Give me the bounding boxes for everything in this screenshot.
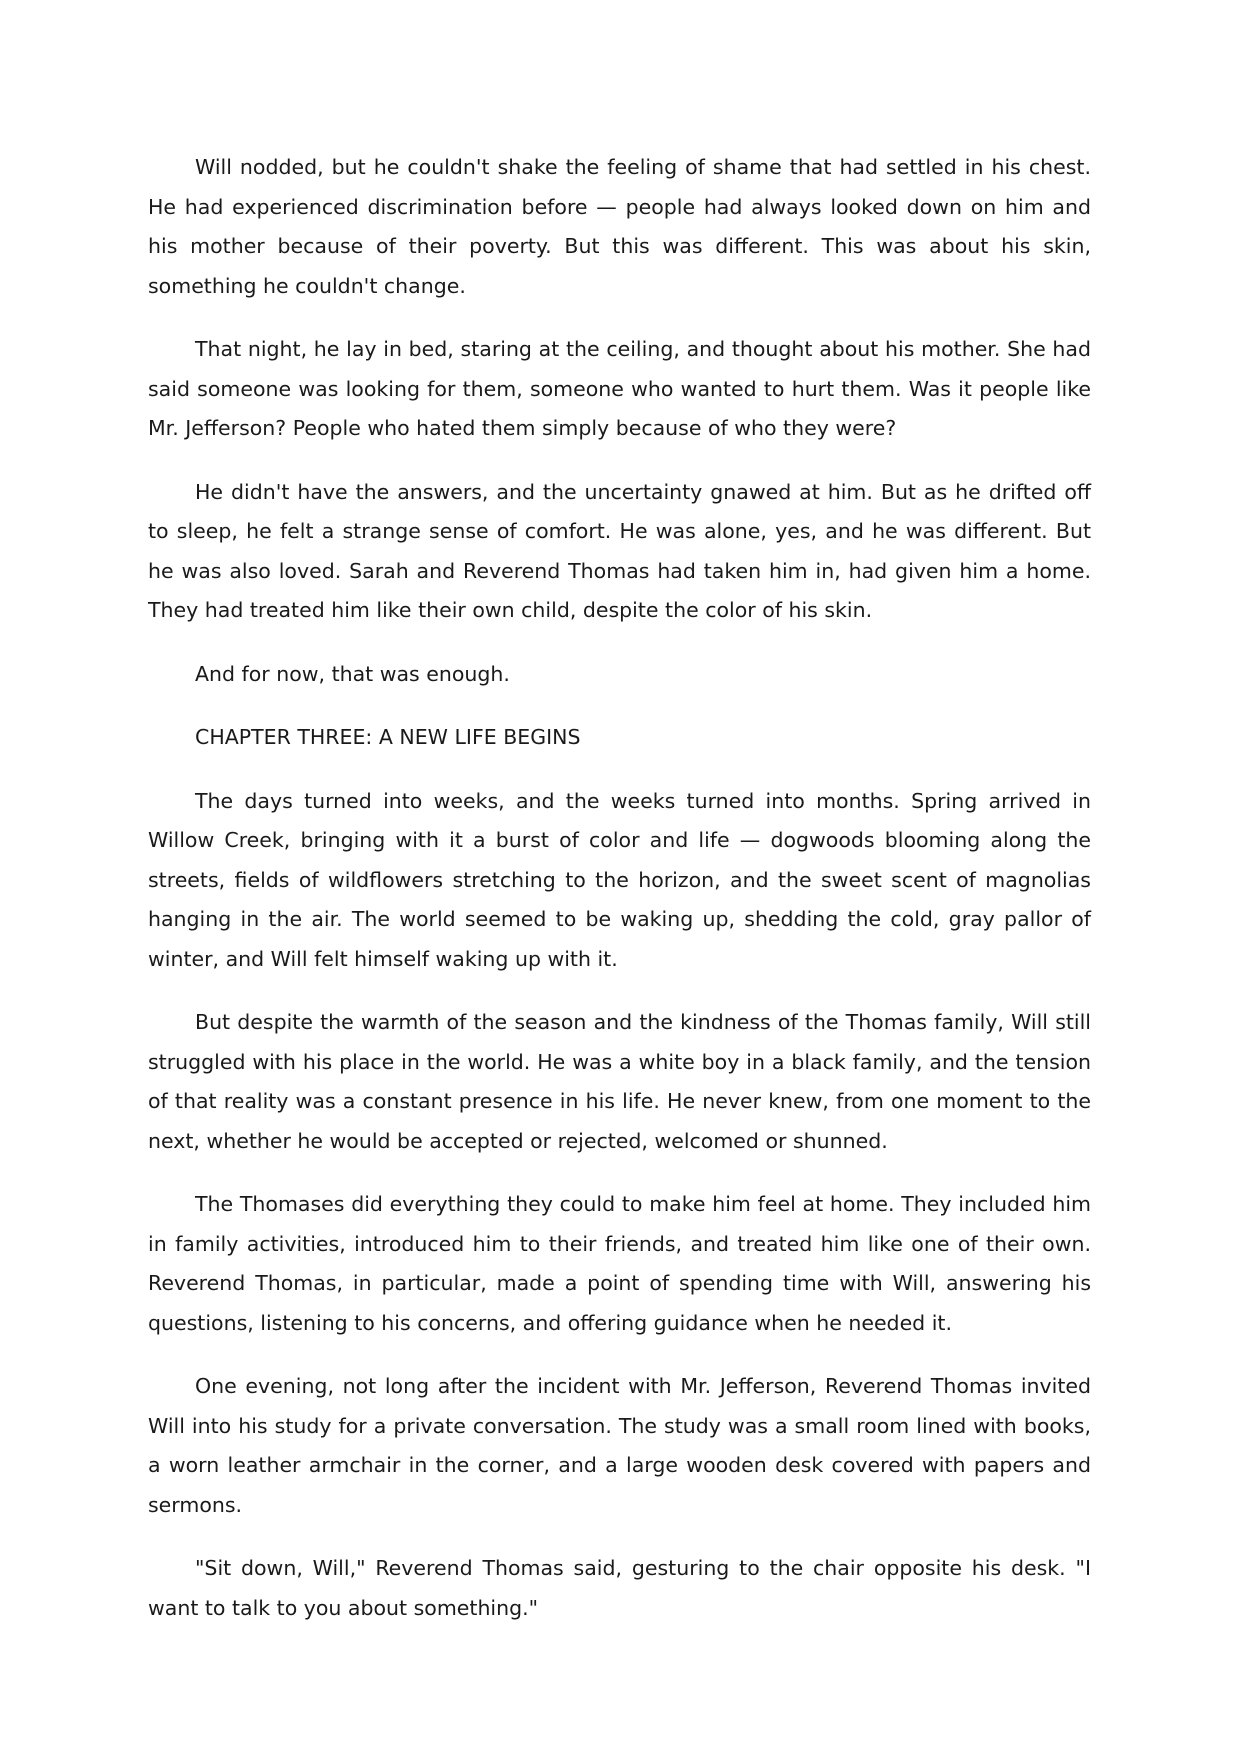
paragraph-1: Will nodded, but he couldn't shake the feeling of shame that had settled in his chest. He had experienced discrimination before — people had always looked down on him and his mother because of their poverty. But this was different. This was about his skin, something he couldn't change. (148, 155, 1091, 298)
chapter-heading: CHAPTER THREE: A NEW LIFE BEGINS (195, 725, 581, 749)
paragraph-4: And for now, that was enough. (195, 661, 510, 686)
paragraph-9: "Sit down, Will," Reverend Thomas said, gesturing to the chair opposite his desk. "I want to talk to you about something." (148, 1556, 1091, 1620)
paragraph-8: One evening, not long after the incident with Mr. Jefferson, Reverend Thomas invited Will into his study for a private conversation. The study was a small room lined with books, a worn leather armchair in the corner, and a large wooden desk covered with papers and sermons. (148, 1374, 1091, 1517)
paragraph-2: That night, he lay in bed, staring at the ceiling, and thought about his mother. She had said someone was looking for them, someone who wanted to hurt them. Was it people like Mr. Jefferson? People who hated them simply because of who they were? (148, 337, 1091, 440)
paragraph-7: The Thomases did everything they could to make him feel at home. They included him in family activities, introduced him to their friends, and treated him like one of their own. Reverend Thomas, in particular, made a point of spending time with Will, answering his questions, listening to his concerns, and offering guidance when he needed it. (148, 1192, 1091, 1335)
paragraph-6: But despite the warmth of the season and the kindness of the Thomas family, Will still struggled with his place in the world. He was a white boy in a black family, and the tension of that reality was a constant presence in his life. He never knew, from one moment to the next, whether he would be accepted or rejected, welcomed or shunned. (148, 1010, 1091, 1153)
paragraph-5: The days turned into weeks, and the weeks turned into months. Spring arrived in Willow Creek, bringing with it a burst of color and life — dogwoods blooming along the streets, fields of wildflowers stretching to the horizon, and the sweet scent of magnolias hanging in the air. The world seemed to be waking up, shedding the cold, gray pallor of winter, and Will felt himself waking up with it. (148, 788, 1091, 971)
paragraph-3: He didn't have the answers, and the uncertainty gnawed at him. But as he drifted off to sleep, he felt a strange sense of comfort. He was alone, yes, and he was different. But he was also loved. Sarah and Reverend Thomas had taken him in, had given him a home. They had treated him like their own child, despite the color of his skin. (148, 479, 1091, 622)
document-page (148, 148, 1091, 1652)
